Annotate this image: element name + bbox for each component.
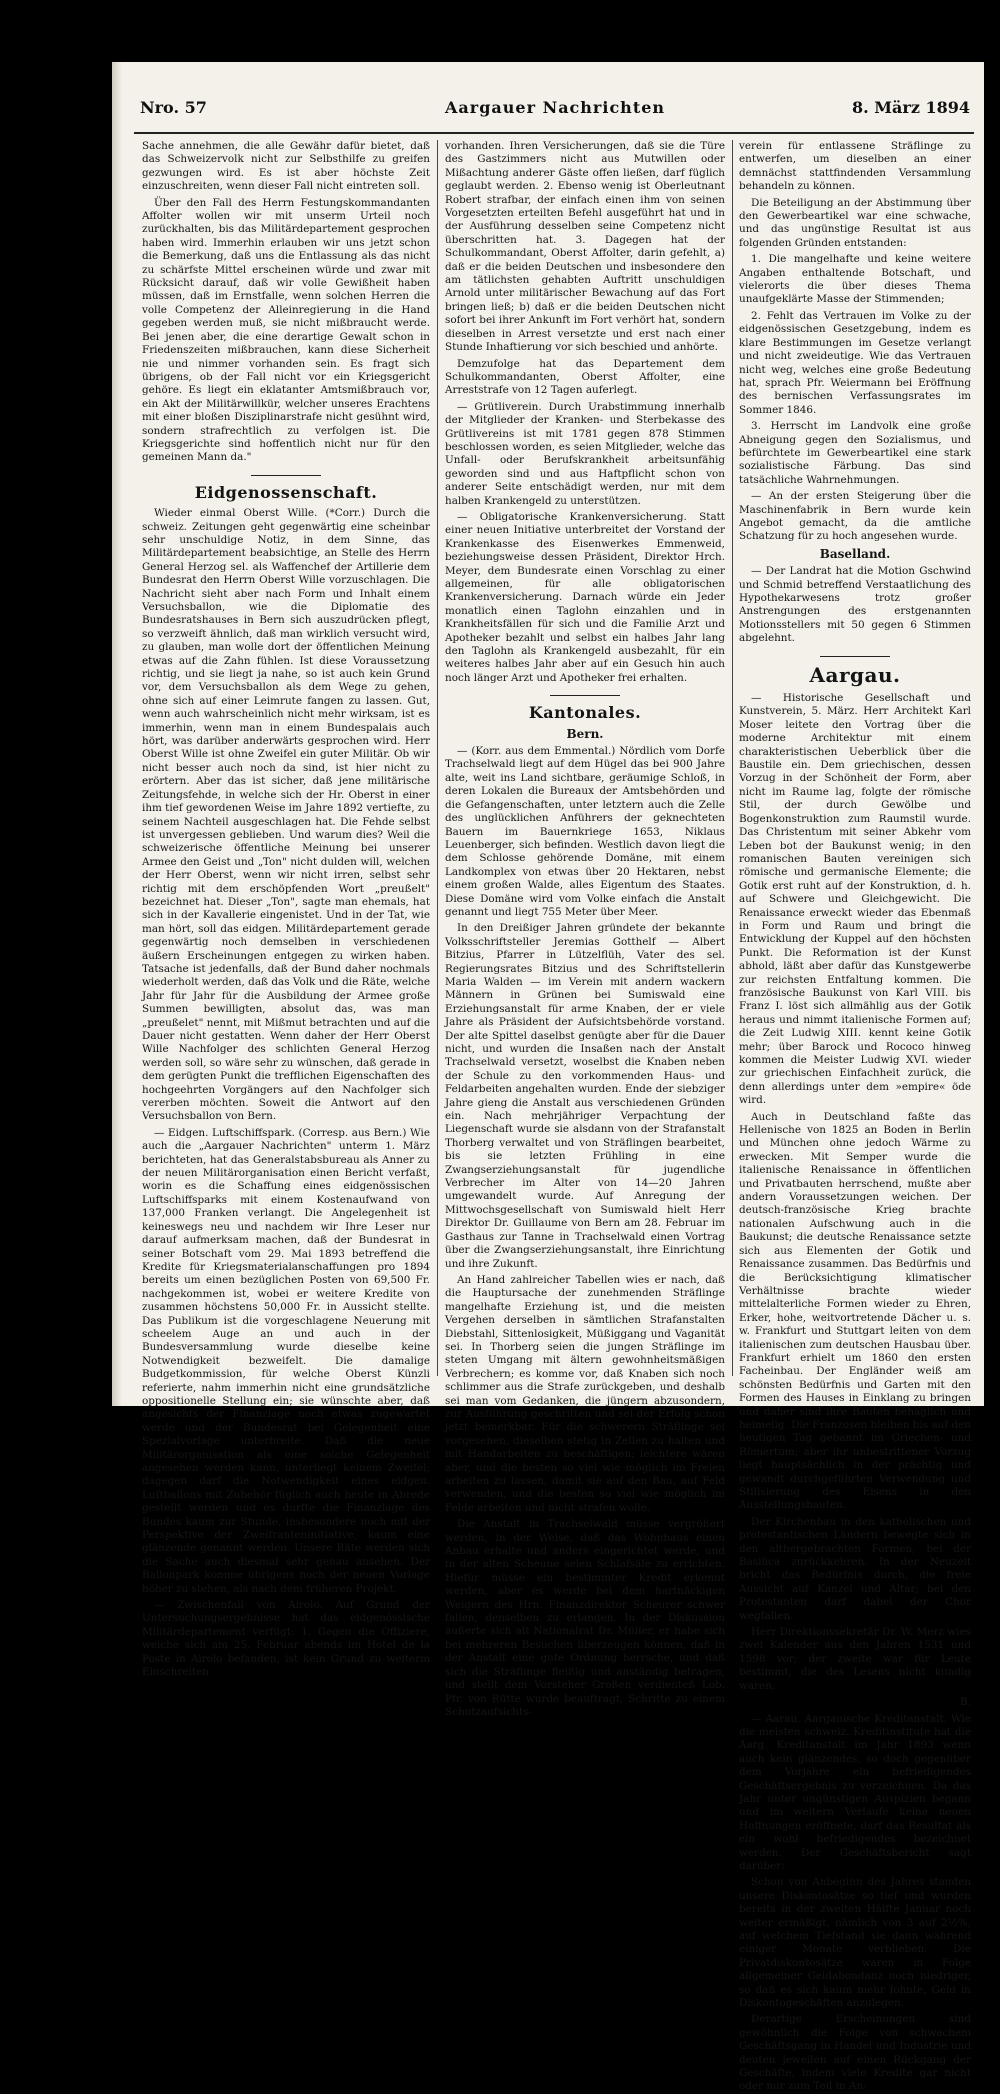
article-paragraph: verein für entlassene Sträflinge zu entwerfen, um dieselben an einer demnächst stattfindenden Versammlung behandeln zu können. [739,140,971,193]
article-paragraph: 3. Herrscht im Landvolk eine große Abneigung gegen den Sozialismus, und befürchtete im Gewerbeartikel eine stark sozialistische Färbung. Das sind tatsächliche Wahrnehmungen. [739,420,971,486]
article-paragraph: 2. Fehlt das Vertrauen im Volke zu der eidgenössischen Gesetzgebung, indem es klare Bestimmungen im Gesetze verlangt und nicht zweideutige. Wie das Vertrauen nicht weg, welches eine große Bedeutung hat, sprach Pfr. Weiermann bei Eröffnung des bernischen Verfassungsrates im Sommer 1846. [739,309,971,416]
article-paragraph: Demzufolge hat das Departement dem Schulkommandanten, Oberst Affolter, eine Arreststrafe von 12 Tagen auferlegt. [445,357,725,397]
article-paragraph: Sache annehmen, die alle Gewähr dafür bietet, daß das Schweizervolk nicht zur Selbsthilfe zu greifen gezwungen wird. Es ist aber höchste Zeit einzuschreiten, wenn dieser Fall nicht eintreten soll. [142,140,430,193]
issue-number: Nro. 57 [140,98,207,117]
article-paragraph: — Grütliverein. Durch Urabstimmung innerhalb der Mitglieder der Kranken- und Sterbekasse des Grütlivereins ist mit 1781 gegen 878 Stimmen beschlossen worden, es seien Mitglieder, welche das Unfall- oder Berufskrankheit arbeitsunfähig geworden sind und aus Haftpflicht schon von anderer Seite entschädigt werden, nur mit dem halben Krankengeld zu unterstützen. [445,400,725,507]
article-paragraph: 1. Die mangelhafte und keine weitere Angaben enthaltende Botschaft, und vielerorts die über dieses Thema unaufgeklärte Masse der Stimmenden; [739,253,971,306]
article-paragraph: — Aarau. Aargauische Kreditanstalt. Wie die meisten schweiz. Kreditinstitute hat die Aarg. Kreditanstalt im Jahr 1893 wenn auch kein glänzendes, so doch gegenüber dem Vorjahre ein befriedigendes Geschäftsergebnis zu verzeichnen. Da das Jahr unter ungünstigen Auspizien begann und im weitern Verlaufe keine neuen Hoffnungen eröffnete, darf das Resultat als ein wohl befriedigendes bezeichnet werden. Der Geschäftsbericht sagt darüber: [739,1712,971,1872]
article-paragraph: — Obligatorische Krankenversicherung. Statt einer neuen Initiative unterbreitet der Vorstand der Krankenkasse des Eisenwerkes Emmenweid, beziehungsweise dessen Präsident, Direktor Hrch. Meyer, dem Bundesrate einen Vorschlag zu einer allgemeinen, für alle obligatorischen Krankenversicherung. Darnach würde ein Jeder monatlich einen Taglohn einzahlen und in Krankheitsfällen für sich und die Familie Arzt und Apotheker bezahlt und selbst ein halbes Jahr lang den Taglohn als Krankengeld ausbezahlt, für ein weiteres halbes Jahr aber auf ein Gesuch hin auch noch länger Arzt und Apotheker frei erhalten. [445,510,725,684]
article-paragraph: Die Beteiligung an der Abstimmung über den Gewerbeartikel war eine schwache, und das ungünstige Resultat ist aus folgenden Gründen entstanden: [739,196,971,249]
article-paragraph: Derartige Erscheinungen sind gewöhnlich die Folge von schwachem Geschäftsgang in Handel und Industrie und deuten jeweilen auf einen Rückgang der Geschäfte, indem viele Kredite gar nicht oder nur zum Teil in An- [739,2013,971,2093]
article-paragraph: — An der ersten Steigerung über die Maschinenfabrik in Bern wurde kein Angebot gemacht, da die amtliche Schatzung für zu hoch angesehen wurde. [739,490,971,543]
article-paragraph: Herr Direktionssekretär Dr. W. Merz wies zwei Kalender aus den Jahren 1531 und 1598 vor; der zweite war für Leute bestimmt, die des Lesens nicht kundig waren. [739,1626,971,1692]
masthead-title: Aargauer Nachrichten [444,98,666,117]
column-2 [445,140,725,1718]
section-rule [251,475,321,476]
binding-edge [112,62,122,1406]
column-1 [142,140,430,1679]
subsection-heading: Baselland. [819,546,891,561]
article-paragraph: In den Dreißiger Jahren gründete der bekannte Volksschriftsteller Jeremias Gotthelf — Albert Bitzius, Pfarrer in Lützelflüh, Vater des sel. Regierungsrates Bitzius und des Schriftstellerin Maria Walden — im Verein mit andern wackern Männern in Grünen bei Sumiswald eine Erziehungsanstalt für arme Knaben, der er viele Jahre als Präsident der Aufsichtsbehörde vorstand. Der alte Spittel daselbst genügte aber für die Dauer nicht, und wurden die Insaßen nach der Anstalt Trachselwald versetzt, woselbst die Knaben neben der Schule zu den vorkommenden Haus- und Feldarbeiten angehalten wurden. Ende der siebziger Jahre gieng die Anstalt aus verschiedenen Gründen ein. Nach mehrjähriger Verpachtung der Liegenschaft wurde sie alsdann von der Strafanstalt Thorberg verwaltet und von Sträflingen bearbeitet, bis sie letzten Frühling in eine Zwangserziehungsanstalt für jugendliche Verbrecher im Alter von 14—20 Jahren umgewandelt wurde. Auf Anregung der Mittwochsgesellschaft von Sumiswald hielt Herr Direktor Dr. Guillaume von Bern am 28. Februar im Gasthaus zur Tanne in Trachselwald einen Vortrag über die Zwangserziehungsanstalt, ihre Einrichtung und ihre Zukunft. [445,922,725,1270]
article-paragraph: Wieder einmal Oberst Wille. (*Corr.) Durch die schweiz. Zeitungen geht gegenwärtig eine scheinbar sehr unschuldige Notiz, in dem Sinne, das Militärdepartement beabsichtige, an Stelle des Herrn General Herzog sel. als Waffenchef der Artillerie dem Bundesrat den Herrn Oberst Wille vorzuschlagen. Die Nachricht sieht aber nach Form und Inhalt einem Versuchsballon, wie die Diplomatie des Bundesratshauses in Bern sich auszudrücken pflegt, so verzweift ähnlich, daß man wirklich versucht wird, zu glauben, man wolle dort der öffentlichen Meinung etwas auf die Zahn fühlen. Ist diese Voraussetzung richtig, und sie liegt ja nahe, so ist auch kein Grund vor, dem Versuchsballon als dem Wege zu gehen, ohne sich auf einer Leimrute fangen zu lassen. Gut, wenn auch wahrscheinlich nicht mehr wirksam, ist es immerhin, wenn man in einem Bundespalais auch hört, was darüber anderwärts gesprochen wird. Herr Oberst Wille ist ohne Zweifel ein guter Militär. Ob wir nicht besser auch noch da sind, ist hier nicht zu erörtern. Aber das ist sicher, daß jene militärische Zeitungsfehde, in welche sich der Hr. Oberst in einer ihm tief gewordenen Weise im Jahre 1892 vertiefte, zu seinem Nachteil ausgeschlagen hat. Die Fehde selbst ist unvergessen geblieben. Und warum dies? Weil die schweizerische öffentliche Meinung bei unserer Armee den Geist und „Ton" nicht dulden will, welchen der Herr Oberst, wenn wir nicht irren, selbst sehr richtig mit dem erschöpfenden Wort „preußelt" bezeichnet hat. Dieser „Ton", sagte man ehemals, hat sich in der Kavallerie eingenistet. Und in der Tat, wie man hört, soll das eidgen. Militärdepartement gerade gegenwärtig noch demselben in verschiedenen äußern Erscheinungen entgegen zu wirken haben. Tatsache ist jedenfalls, daß der Bund daher nochmals wiederholt werden, daß das Volk und die Räte, welche Jahr für Jahr für die Ausbildung der Armee große Summen bewilligten, absolut das, was man „preußelet" nennt, mit Mißmut betrachten und auf die Dauer nicht gestatten. Wenn daher der Herr Oberst Wille Nachfolger des schlichten General Herzog werden soll, so wäre sehr zu wünschen, daß gerade in dem gerügten Punkt die trefflichen Eigenschaften des hochgeehrten Vorgängers auf den Nachfolger sich vererben möchten. Soweit die Antwort auf den Versuchsballon von Bern. [142,507,430,1123]
section-heading: Aargau. [809,662,901,687]
section-rule [820,656,890,657]
signature: B. [960,1696,971,1709]
article-paragraph: Schon von Anbeginn des Jahres standen unsere Diskontosätze so tief und wurden bereits in der zweiten Hälfte Januar noch weiter ermäßigt, nämlich von 3 auf 2½%, auf welchem Tiefstand sie dann während einiger Monate verblieben. Die Privatdiskontosätze waren in Folge allgemeiner Geldabondanz noch niedriger, so daß es sich kaum mehr lohnte, Geld in Diskontogeschäften anzulegen. [739,1876,971,2010]
article-paragraph: Auch in Deutschland faßte das Hellenische von 1825 an Boden in Berlin und München ohne jedoch Wärme zu erwecken. Mit Semper wurde die italienische Renaissance in öffentlichen und Privatbauten herrschend, mußte aber andern Voraussetzungen weichen. Der deutsch-französische Krieg brachte nationalen Aufschwung auch in die Baukunst; die deutsche Renaissance setzte sich aus Elementen der Gotik und Renaissance zusammen. Das Bedürfnis und die Berücksichtigung klimatischer Verhältnisse brachte wieder mittelalterliche Formen wieder zu Ehren, Erker, hohe, weitvortretende Dächer u. s. w. Frankfurt und Stuttgart leiten von dem italienischen zum deutschen Hausbau über. Frankfurt erhielt um 1860 den ersten Facheinbau. Der Engländer weiß am schönsten Bedürfnis und Garten mit den Formen des Hauses in Einklang zu bringen und daher sind ihre Bauten behaglich und heimelig. Die Franzosen bleiben bis auf den heutigen Tag gebannt im Griechen- und Römertum; aber ihr unbestrittener Vorzug liegt hauptsächlich in der prächtig und gewandt durchgeführten Verwendung und Stilisierung des Eisens in den Ausstellungsbauten. [739,1110,971,1512]
article-paragraph: An Hand zahlreicher Tabellen wies er nach, daß die Hauptursache der zunehmenden Sträflinge mangelhafte Erziehung ist, und die meisten Vergehen derselben in sämtlichen Strafanstalten Diebstahl, Sittenlosigkeit, Müßiggang und Vaganität sei. In Thorberg seien die jungen Sträflinge im steten Umgang mit ältern gewohnheitsmäßigen Verbrechern; es komme vor, daß Knaben sich noch schlimmer aus die Strafe zurückgeben, und deshalb sei man vom Gedanken, die jüngern abzusondern, zur Ausführung geschritten und sei der Erfolg schon jetzt bemerkbar. Für die schwerern Sträflinge sei vorgesehen, dieselben stetig in Zellen zu halten und mit Handarbeiten zu beschäftigen; leichtere wären aber, und die besten so viel wie möglich im Freien arbeiten zu lassen, damit sie auf den Bau, auf Feld verwenden, und die besten so viel wie möglich im Felde arbeiten und nicht strafen wolle. [445,1273,725,1514]
section-heading: Eidgenossenschaft. [194,482,378,502]
section-rule [550,695,620,696]
article-paragraph: vorhanden. Ihren Versicherungen, daß sie die Türe des Gastzimmers nicht aus Mutwillen oder Mißachtung anderer Gäste offen ließen, darf füglich geglaubt werden. 2. Ebenso wenig ist Oberleutnant Robert strafbar, der einfach einen ihm von seinen Vorgesetzten erteilten Befehl ausgeführt hat und in der Ausführung desselben seine Competenz nicht überschritten hat. 3. Dagegen hat der Schulkommandant, Oberst Affolter, darin gefehlt, a) daß er die beiden Deutschen und insbesondere den am tätlichsten gehabten Auftritt unschuldigen Arnold unter militärischer Bewachung auf das Fort bringen ließ; b) daß er die beiden Deutschen nicht sofort bei ihrer Ankunft im Fort verhört hat, sondern dieselben in Arrest versetzte und erst nach einer Stunde Inhaftierung vor sich beschied und anhörte. [445,140,725,354]
article-paragraph: Der Kirchenbau in den katholischen und protestantischen Ländern bewegte sich in den althergebrachten Formen, bei der Basilica zurückkehren. In der Neuzeit bricht das Bedürfnis durch, die freie Aussicht auf Kanzel und Altar; bei den Protestanten darf dabei der Chor wegfallen. [739,1515,971,1622]
header-rule [134,132,974,134]
article-paragraph: — Historische Gesellschaft und Kunstverein, 5. März. Herr Architekt Karl Moser leitete den Vortrag über die moderne Architektur mit einem charakteristischen Ueberblick über die Baustile ein. Dem griechischen, dessen Vorzug in der Schönheit der Form, aber nicht im Raume lag, folgte der römische Stil, der durch Gewölbe und Bogenkonstruktion zum Raumstil wurde. Das Christentum mit seiner Abkehr vom Leben bot der Baukunst wenig; in den romanischen Bauten vereinigen sich römische und germanische Elemente; die Gotik erst ruht auf der Konstruktion, d. h. auf Schwere und Gleichgewicht. Die Renaissance erweckt wieder das Ebenmaß in Form und Raum und bringt die Entwicklung der Kuppel auf den höchsten Punkt. Die Reformation ist der Kunst abhold, läßt aber dafür das Kunstgewerbe zur reichsten Entfaltung kommen. Die französische Baukunst von Karl VIII. bis Franz I. löst sich allmählig aus der Gotik heraus und nimmt italienische Formen auf; die Zeit Ludwig XIII. kennt keine Gotik mehr; über Barock und Rococo hinweg kommen die Meister Ludwig XVI. wieder zur griechischen Einfachheit zurück, die denn allerdings unter dem »empire« öde wird. [739,692,971,1107]
article-paragraph: — Der Landrat hat die Motion Gschwind und Schmid betreffend Verstaatlichung des Hypothekarwesens trotz großer Anstrengungen des erstgenannten Motionsstellers mit 50 gegen 6 Stimmen abgelehnt. [739,565,971,645]
column-divider [732,140,733,1376]
issue-date: 8. März 1894 [852,98,970,117]
article-paragraph: — Zwischenfall von Airolo. Auf Grund der Untersuchungsergebnisse hat das eidgenössische Militärdepartement verfügt: 1. Gegen die Offiziere, welche sich am 25. Februar abends im Hotel de la Poste in Airolo befanden, ist kein Grund zu weiterm Einschreiten [142,1599,430,1679]
article-paragraph: Die Anstalt in Trachselwald müsse vergrößert werden, in der Weise, daß das Wohnhaus einen Anbau erhalte und anders eingerichtet werde, und in der alten Scheune seien Schlafsäle zu errichten. Hiefür müsse ein bestimmter Kredit erkennt werden, aber es werde bei dem hartnäckigen Weigern des Hrn. Finanzdirektor Scheurer schwer fallen, denselben zu erlangen. In der Diskussion äußerte sich alt Nationalrat Dr. Müller, er habe sich bei mehreren Besuchen überzeugen können, daß in der Anstalt eine gute Ordnung herrsche, und daß sich die Sträflinge fleißig und anständig betragen, und stellt dem Vorsteher Großen verdienteß Lob. Pfr. von Rütte wurde beauftragt, Schritte zu einem Schutzaufsichts- [445,1518,725,1718]
newspaper-page [112,62,984,2093]
subsection-heading: Bern. [566,726,604,741]
page-header [140,98,970,124]
article-paragraph: — (Korr. aus dem Emmental.) Nördlich vom Dorfe Trachselwald liegt auf dem Hügel das bei 900 Jahre alte, weit ins Land sichtbare, geräumige Schloß, in deren Lokalen die Bureaux der Amtsbehörden und die Gefangenschaften, unter letztern auch die Zelle des unglücklichen Anführers der geknechteten Bauern im Bauernkriege 1653, Niklaus Leuenberger, sich befinden. Westlich davon liegt die dem Schlosse gehörende Domäne, mit einem Landkomplex von etwas über 20 Hektaren, nebst einem großen Walde, alles Eigentum des Staates. Diese Domäne wird vom Volke einfach die Anstalt genannt und liegt 755 Meter über Meer. [445,745,725,918]
column-3 [739,140,971,2093]
section-heading: Kantonales. [528,703,642,723]
column-divider [437,140,438,1376]
article-paragraph: Über den Fall des Herrn Festungskommandanten Affolter wollen wir mit unserm Urteil noch zurückhalten, bis das Militärdepartement gesprochen haben wird. Immerhin erlauben wir uns jetzt schon die Bemerkung, daß uns die Entlassung als das nicht zu schärfste Mittel erscheinen würde und zwar mit Rücksicht darauf, daß wir volle Gewißheit haben müssen, daß im Ernstfalle, wenn solchen Herren die volle Competenz der Alleinregierung in die Hand gegeben werden muß, sie nicht mißbraucht werde. Bei jenen aber, die eine derartige Gewalt schon in Friedenszeiten mißbrauchen, kann diese Sicherheit nie und nimmer vorhanden sein. Es fragt sich übrigens, ob der Fall nicht vor ein Kriegsgericht gehöre. Es liegt ein eklatanter Amtsmißbrauch vor, ein Akt der Militärwillkür, welcher unseres Erachtens mit einer bloßen Disziplinarstrafe nicht gesühnt wird, sondern strafrechtlich zu verfolgen ist. Die Kriegsgerichte sind hoffentlich nicht nur für den gemeinen Mann da." [142,196,430,464]
article-paragraph: — Eidgen. Luftschiffspark. (Corresp. aus Bern.) Wie auch die „Aargauer Nachrichten" unterm 1. März berichteten, hat das Generalstabsbureau als Anner zu der neuen Militärorganisation einen Bericht verfaßt, worin es die Schaffung eines eidgenössischen Luftschiffsparks mit einem Kostenaufwand von 137,000 Franken verlangt. Die Angelegenheit ist keineswegs neu und nachdem wir Ihre Leser nur darauf aufmerksam machen, daß der Bundesrat in seiner Botschaft vom 29. Mai 1893 betreffend die Kredite für Kriegsmaterialanschaffungen pro 1894 bereits um einen bezüglichen Posten von 69,500 Fr. nachgekommen ist, wobei er weitere Kredite von zusammen höchstens 50,000 Fr. in Aussicht stellte. Das Publikum ist die vorgeschlagene Neuerung mit scheelem Auge an und auch in der Bundesversammlung wurde dieselbe keine Notwendigkeit bezweifelt. Die damalige Budgetkommission, für welche Oberst Künzli referierte, nahm immerhin nicht eine grundsätzliche oppositionelle Stellung ein; sie wünschte aber, daß angesichts der Finanzlage noch etwas zugewartet werde und der Bundesrat bei Gelegenheit eine Spezialvorlage unterbreite. Daß die neue Militärorganisation als eine solche Gelegenheit angesehen werden kann, unterliegt keinem Zweifel; dagegen darf die Notwendigkeit eines eidgen. Luftballons mit Zubehör füglich auch heute in Abrede gestellt werden und es durfte die Finanzlage des Bundes kaum zur Stunde, insbesondere noch mit der Perspektive der Zweifranteninitiative, kaum eine glänzende genannt werden. Unsere Räte werden sich die Sache auch diesmal sehr genau ansehen. Der Ballonpark komme übrigens noch der neuen Vorlage höher zu stehen, als nach dem früheren Projekt. [142,1126,430,1595]
